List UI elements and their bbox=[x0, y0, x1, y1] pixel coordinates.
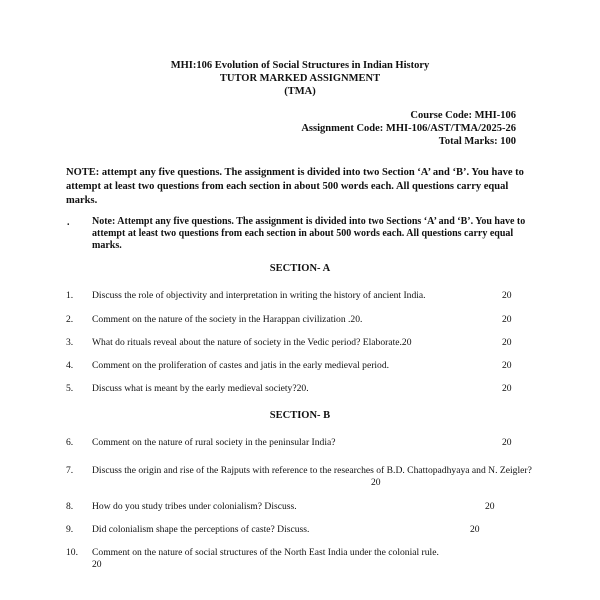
question-marks: 20 bbox=[371, 477, 381, 488]
course-code: Course Code: MHI-106 bbox=[410, 110, 516, 121]
note-bullet: . bbox=[67, 217, 70, 228]
question-marks: 20 bbox=[92, 559, 102, 570]
question-number: 2. bbox=[66, 314, 74, 325]
question-marks: 20 bbox=[502, 437, 512, 448]
section-a-heading: SECTION- A bbox=[269, 263, 331, 274]
question-number: 5. bbox=[66, 383, 74, 394]
question-marks: 20 bbox=[502, 383, 512, 394]
doc-subtitle-abbr: (TMA) bbox=[284, 86, 316, 97]
assignment-code: Assignment Code: MHI-106/AST/TMA/2025-26 bbox=[301, 123, 516, 134]
instructions-note: NOTE: attempt any five questions. The assignment is divided into two Section ‘A’ and ‘B’. You have to attempt at least two questions from each section in about 500 words each. All questions carry equal marks. bbox=[66, 167, 524, 206]
question-number: 6. bbox=[66, 437, 74, 448]
question-text: Did colonialism shape the perceptions of caste? Discuss. bbox=[92, 524, 310, 535]
doc-title: MHI:106 Evolution of Social Structures in Indian History bbox=[170, 60, 430, 71]
total-marks: Total Marks: 100 bbox=[438, 136, 516, 147]
question-number: 8. bbox=[66, 501, 74, 512]
question-number: 10. bbox=[66, 547, 78, 558]
question-marks: 20 bbox=[502, 290, 512, 301]
question-text: Comment on the nature of social structures of the North East India under the colonial rule. bbox=[92, 547, 439, 558]
question-number: 9. bbox=[66, 524, 74, 535]
question-text: Discuss the role of objectivity and interpretation in writing the history of ancient India. bbox=[92, 290, 426, 301]
question-marks: 20 bbox=[502, 314, 512, 325]
question-text: Comment on the nature of rural society in the peninsular India? bbox=[92, 437, 336, 448]
question-text: Discuss the origin and rise of the Rajputs with reference to the researches of B.D. Chattopadhyaya and N. Zeigler? bbox=[92, 465, 532, 476]
question-text: Comment on the proliferation of castes and jatis in the early medieval period. bbox=[92, 360, 390, 371]
question-number: 1. bbox=[66, 290, 74, 301]
question-number: 7. bbox=[66, 465, 74, 476]
question-text: Discuss what is meant by the early medieval society?20. bbox=[92, 383, 309, 394]
question-number: 3. bbox=[66, 337, 74, 348]
question-marks: 20 bbox=[502, 360, 512, 371]
question-text: What do rituals reveal about the nature of society in the Vedic period? Elaborate.20 bbox=[92, 337, 412, 348]
section-b-heading: SECTION- B bbox=[269, 410, 331, 421]
question-text: Comment on the nature of the society in the Harappan civilization .20. bbox=[92, 314, 363, 325]
question-marks: 20 bbox=[470, 524, 480, 535]
doc-subtitle: TUTOR MARKED ASSIGNMENT bbox=[219, 73, 381, 84]
question-marks: 20 bbox=[502, 337, 512, 348]
question-marks: 20 bbox=[485, 501, 495, 512]
question-number: 4. bbox=[66, 360, 74, 371]
question-text: How do you study tribes under colonialism? Discuss. bbox=[92, 501, 297, 512]
instructions-note-repeat: Note: Attempt any five questions. The assignment is divided into two Sections ‘A’ and ‘B’. You have to attempt at least two questions from each section in about 500 words each. All questions carry equal marks. bbox=[92, 216, 526, 251]
